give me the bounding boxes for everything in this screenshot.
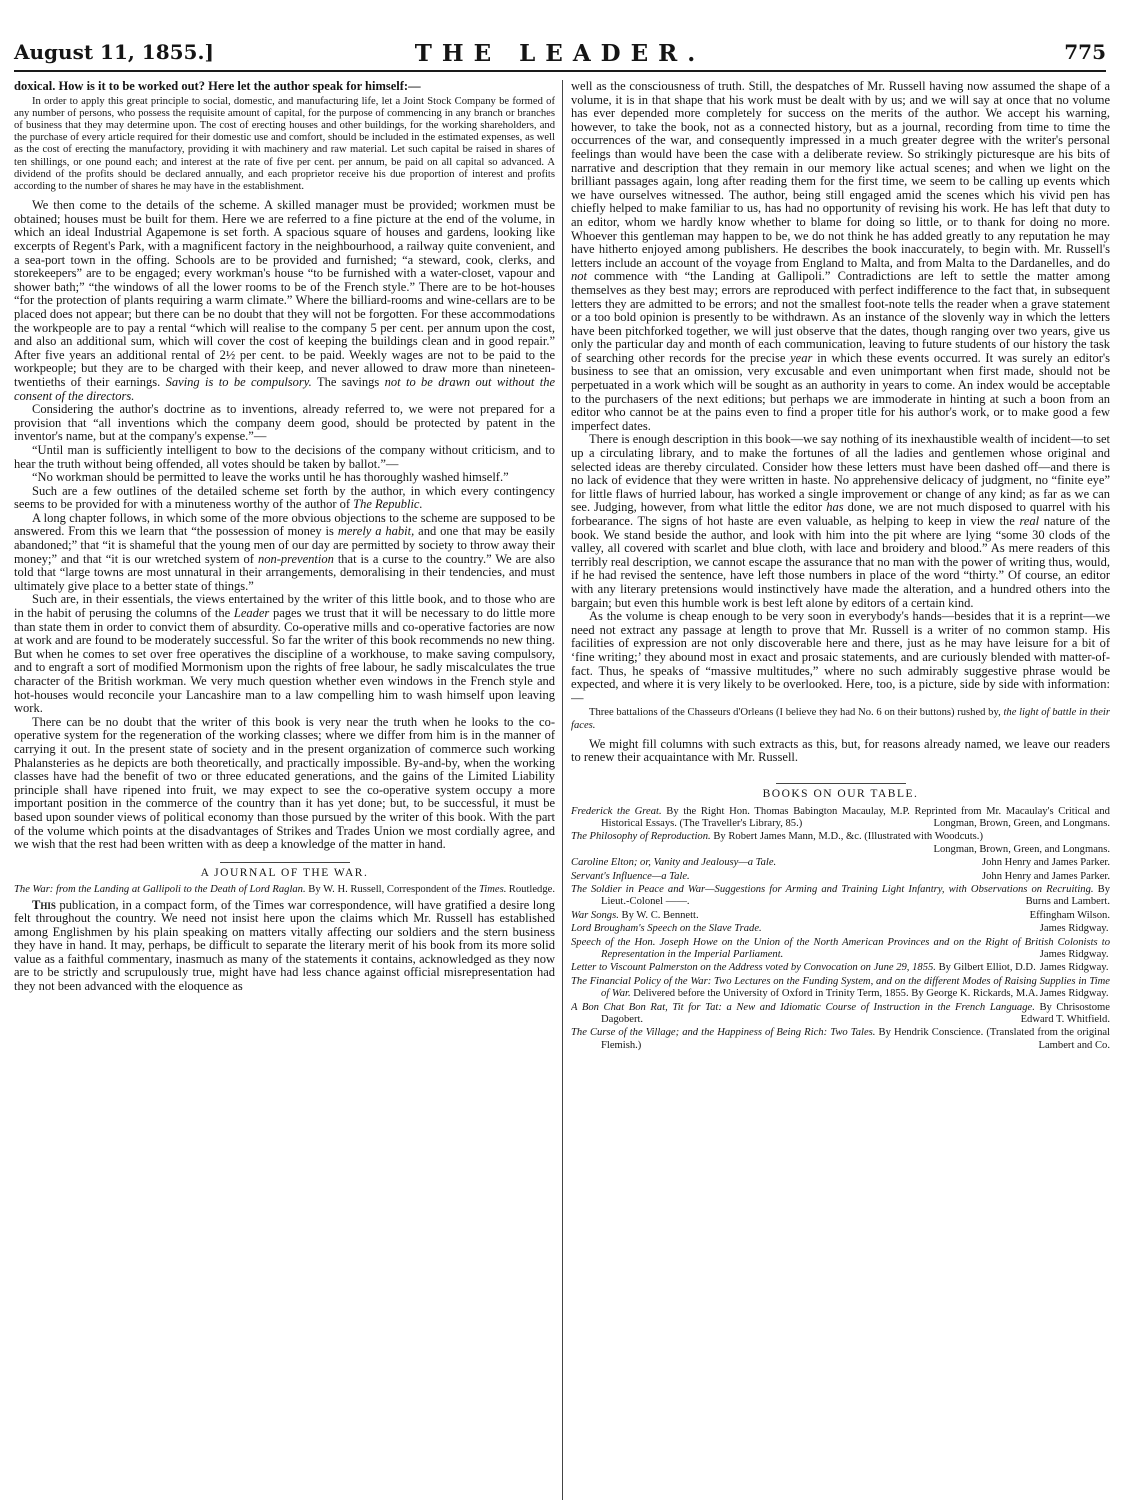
book-publisher: James Ridgway. [1039,988,1109,1000]
right-column [571,80,1110,1500]
book-title: Letter to Viscount Palmerston on the Address voted by Convocation on June 29, 1855. [571,962,936,974]
book-detail: By the Right Hon. Thomas Babington Macaulay, M.P. Reprinted from Mr. Macaulay's Critical and Historical Essays. (The Traveller's Library, 85.) [601,805,1110,829]
book-title: The Philosophy of Reproduction. [571,831,711,843]
paragraph: “No workman should be permitted to leave the works until he has thoroughly washed himself.” [32,470,509,485]
book-detail: By W. C. Bennett. [621,909,699,921]
book-entry [571,910,1110,922]
book-title: The Soldier in Peace and War—Suggestions for Arming and Training Light Infantry, with Observations on Recruiting. [571,883,1094,895]
paragraph: We then come to the details of the scheme. A skilled manager must be provided; workmen must be obtained; houses must be built for them. Here we are referred to a fine picture at the end of the volume, in which an ideal Industrial Agapemone is set forth. A spacious square of houses and gardens, looking like excerpts of Regent's Park, with a magnificent factory in the neighbourhood, a railway quite convenient, and a sea-port town in the offing. Schools are to be provided and furnished; “a steward, cook, clerks, and storekeepers” are to be engaged; every workman's house “to be furnished with a water-closet, vapour and shower bath;” “the windows of all the lower rooms to be of the French style.” There are to be hot-houses “for the protection of plants requiring a warm climate.” Where the billiard-rooms and wine-cellars are to be placed does not appear; but there can be no doubt that they will not be forgotten. For these accommodations the workpeople are to pay a rental “which will realise to the company 5 per cent. per annum upon the cost, and also an additional sum, which will cover the cost of keeping the buildings clean and in good repair.” After five years an additional rental of 2½ per cent. to be paid. Weekly wages are not to be paid to the workpeople; but they are to be charged with their keep, and never allowed to draw more than nineteen-twentieths of their earnings. Saving is to be compulsory. The savings not to be drawn out without the consent of the directors. [14,198,555,403]
quote-text: In order to apply this great principle to social, domestic, and manufacturing life, let a Joint Stock Company be formed of any number of persons, who possess the requisite amount of capital, for the purpose of commencing in any branch or branches of business that they may determine upon. The cost of erecting houses and other buildings, for the working shareholders, and the purchase of every article required for their domestic use and comfort, should be included in the estimated expenses, as well as the cost of erecting the manufactory, providing it with machinery and raw material. Let such capital be raised in shares of ten shillings, or one pound each; and interest at the rate of five per cent. per annum, be paid on all capital so advanced. A dividend of the profits should be declared annually, and each proprietor receive his due proportion of interest and profits according to the number of shares he may have in the establishment. [14,95,555,193]
book-detail: By Robert James Mann, M.D., &c. (Illustrated with Woodcuts.) [713,831,983,843]
section-divider [776,783,906,784]
book-entry [571,884,1110,909]
book-detail: By Hendrik Conscience. (Translated from the original Flemish.) [601,1027,1110,1051]
paragraph: Such are, in their essentials, the views entertained by the writer of this little book, and to those who are in the habit of perusing the columns of the Leader pages we trust that it will be necessary to do little more than state them in order to convict them of absurdity. Co-operative mills and co-operative factories are now at work and are found to be moderately successful. So far the writer of this book recommends no new thing. But when he comes to set over free operatives the discipline of a workhouse, to make saving compulsory, and to engraft a sort of modified Mormonism upon the rights of free labour, he sadly miscalculates the true character of the British workman. We very much question whether even windows in the French style and hot-houses would reconcile your Lancashire man to a law compelling him to wash himself upon leaving work. [14,592,555,716]
book-detail: By Chrisostome Dagobert. [601,1001,1110,1025]
book-title: Speech of the Hon. Joseph Howe on the Union of the North American Provinces and on the Right of British Colonists to Representation in the Imperial Parliament. [571,936,1110,960]
book-publisher: Lambert and Co. [1038,1039,1110,1051]
book-title: War Songs. [571,909,619,921]
section-divider [220,862,350,863]
section-heading: BOOKS ON OUR TABLE. [762,787,919,800]
paragraph: doxical. How is it to be worked out? Here let the author speak for himself:— [14,80,421,93]
issue-date: August 11, 1855.] [14,40,214,64]
book-publisher: Edward T. Whitfield. [1020,1014,1110,1025]
book-title: The Financial Policy of the War: Two Lectures on the Funding System, and on the different Modes of Raising Supplies in Time of War. [571,975,1110,1000]
paragraph: We might fill columns with such extracts as this, but, for reasons already named, we leave our readers to renew their acquaintance with Mr. Russell. [571,736,1110,765]
book-entry [571,1027,1110,1052]
book-publisher: Burns and Lambert. [1025,896,1110,908]
page-number: 775 [1064,40,1106,64]
review-citation: The War: from the Landing at Gallipoli to the Death of Lord Raglan. By W. H. Russell, Correspondent of the Times. Routledge. [14,884,555,896]
paragraph: There can be no doubt that the writer of this book is very near the truth when he looks to the co-operative system for the regeneration of the working classes; where we differ from him is in the manner of carrying it out. In the present state of society and in the present organization of commerce such working Phalansteries as he depicts are both theoretically, and practically impossible. By-and-by, when the working classes have had the benefit of two or three educated generations, and the gains of the Limited Liability principle shall have ripened into fruit, we may expect to see the co-operative system occupy a more important position in the commerce of the country than it has yet done; but, to be successful, it must be based upon sounder views of political economy than those pursued by the writer of this book. With the part of the volume which points at the disadvantages of Strikes and Trades Union we most cordially agree, and we wish that the rest had been written with as deep a knowledge of the matter in hand. [14,714,555,852]
book-publisher: Longman, Brown, Green, and Longmans. [933,843,1110,855]
book-title: A Bon Chat Bon Rat, Tit for Tat: a New and Idiomatic Course of Instruction in the French Language. [571,1001,1035,1013]
column-divider [562,80,563,1500]
book-detail: Delivered before the University of Oxford in Trinity Term, 1855. By George K. Rickards, M.A. [633,988,1039,1000]
section-heading: A JOURNAL OF THE WAR. [200,866,369,879]
book-publisher: John Henry and James Parker. [982,857,1110,869]
book-list [571,806,1110,1053]
book-entry [571,857,1110,869]
book-title: The Curse of the Village; and the Happiness of Being Rich: Two Tales. [571,1027,876,1039]
book-publisher: James Ridgway. [1039,948,1109,960]
book-entry [571,831,1110,856]
book-entry [571,976,1110,1001]
book-entry [571,923,1110,935]
paragraph: As the volume is cheap enough to be very soon in everybody's hands—besides that it is a reprint—we need not extract any passage at length to prove that Mr. Russell is a writer of no common stamp. His facilities of expression are not only discoverable here and there, just as he may have leisure for a bit of ‘fine writing;’ they abound most in exact and prosaic statements, and are curiously blended with matter-of-fact. Thus, he speaks of “massive multitudes,” where no such admirably suggestive phrase would be expected, and where it is very likely to be overlooked. Here, too, is a picture, side by side with information:— [571,609,1110,705]
book-entry [571,871,1110,883]
book-publisher: Longman, Brown, Green, and Longmans. [933,817,1110,829]
quote-text: Three battalions of the Chasseurs d'Orleans (I believe they had No. 6 on their buttons) rushed by, the light of battle in their faces. [571,707,1110,731]
book-publisher: Effingham Wilson. [1029,909,1110,921]
book-title: Servant's Influence—a Tale. [571,870,690,882]
paragraph: well as the consciousness of truth. Still, the despatches of Mr. Russell having now assumed the shape of a volume, it is in that shape that his work must be dealt with by us; and we will say at once that no volume has ever depended more completely for success on the merits of the author. We accept his warning, however, to take the book, not as a connected history, but as a journal, recording from time to time the occurrences of the war, and consequently impressed in a much greater degree with the writer's personal feelings than would have been the case with a deliberate review. So strikingly picturesque are his bits of narrative and description that they remain in our memory like actual scenes; and when we light on the brilliant passages again, long after reading them for the first time, we seem to be calling up events which we have ourselves witnessed. The author, being still engaged amid the scenes which his vivid pen has chiefly helped to make familiar to us, has had no opportunity of revising his work. He has left that duty to an editor, whom we hardly know whether to blame for doing so little, or to thank for doing no more. Whoever this gentleman may happen to be, we do not think he has added greatly to any reputation he may have hitherto enjoyed among publishers. He describes the book inaccurately, to begin with. Mr. Russell's letters include an account of the voyage from England to Malta, and from Malta to the Dardanelles, and do not commence with “the Landing at Gallipoli.” Contradictions are left to settle the matter among themselves as they best may; errors are reproduced with perfect indifference to the fact that, in subsequent letters they are admitted to be errors; and not the smallest foot-note tells the reader when a grave statement or a too bold opinion is presently to be withdrawn. As an instance of the slovenly way in which the letters have been pitchforked together, we will just observe that the dates, though ranging over two years, give us only the particular day and month of each communication, leaving to future students of our history the task of searching other records for the precise year in which these events occurred. It was surely an editor's business to see that an omission, very excusable and even unimportant when first made, should not be perpetuated in a work which will be sought as an authority in years to come. An index would be acceptable to the purchasers of the next editions; but perhaps we are immoderate in hinting at such a boon from an editor who cannot be at the pains even to find a proper title for his author's work, or to make good a few imperfect dates. [571,80,1110,433]
paragraph: Such are a few outlines of the detailed scheme set forth by the author, in which every contingency seems to be provided for with a minuteness worthy of the author of The Republic. [14,483,555,512]
paragraph: A long chapter follows, in which some of the more obvious objections to the scheme are supposed to be answered. From this we learn that “the possession of money is merely a habit, and one that may be easily abandoned;” that “it is shameful that the young men of our day are permitted by society to throw away their money;” and that “it is our wretched system of non-prevention that is a curse to the country.” We are also told that “large towns are most unnatural in their arrangements, demoralising in their tendencies, and must ultimately give place to a better state of things.” [14,510,555,593]
paragraph: This publication, in a compact form, of the Times war correspondence, will have gratified a desire long felt throughout the country. We need not insist here upon the claims which Mr. Russell has established among Englishmen by his plain speaking on matters vitally affecting our soldiers and the stern business they have in hand. It may, perhaps, be difficult to separate the literary merit of his book from its more solid value as a faithful commentary, inasmuch as many of the statements it contains, acknowledged as they now are to be strictly and scrupulously true, might have had less chance against official misrepresentation had they not been advanced with the eloquence as [14,897,555,994]
block-quote [14,96,555,194]
block-quote [571,707,1110,731]
left-column [14,80,555,1500]
book-entry [571,806,1110,831]
book-title: Frederick the Great. [571,805,662,817]
masthead [14,40,1106,72]
book-detail: By Lieut.-Colonel ——. [601,883,1110,908]
book-publisher: James Ridgway. [1039,923,1109,935]
book-title: Lord Brougham's Speech on the Slave Trade. [571,923,762,935]
book-entry [571,1002,1110,1027]
book-publisher: John Henry and James Parker. [982,870,1110,882]
paragraph: “Until man is sufficiently intelligent to bow to the decisions of the company without criticism, and to hear the truth without being offended, all votes should be taken by ballot.”— [14,442,555,471]
book-title: Caroline Elton; or, Vanity and Jealousy—a Tale. [571,857,777,869]
book-detail: By Gilbert Elliot, D.D. [938,962,1036,974]
book-entry [571,937,1110,962]
newspaper-title: THE LEADER. [414,40,706,67]
paragraph: There is enough description in this book—we say nothing of its inexhaustible wealth of incident—to set up a circulating library, and to make the fortunes of all the ladies and gentlemen whose original and selected ideas are thereby circulated. Consider how these letters must have been dashed off—and there is no lack of evidence that they were written in haste. No apprehensive delicacy of judgment, no “finite eye” for little flaws of hurried labour, has worked a single improvement or change of any kind; as far as we can see. Judging, however, from what little the editor has done, we are not much disposed to quarrel with his forbearance. The signs of hot haste are even valuable, as helping to keep in view the real nature of the book. We stand beside the author, and look with him into the pit where are lying “some 30 clods of the valley, all covered with scarlet and blue cloth, with lace and broidery and blood.” As mere readers of this terribly real description, we cannot escape the assurance that no man with the power of writing thus, would, if he had revised the sentence, have left those numbers in place of the word “thirty.” Of course, an editor with any literary pretensions would instinctively have made the alteration, and a hundred others into the bargain; but even this humble work is best left alone by editors of a certain kind. [571,432,1110,610]
book-entry [571,962,1110,974]
book-publisher: James Ridgway. [1039,962,1109,974]
paragraph: Considering the author's doctrine as to inventions, already referred to, we were not prepared for a provision that “all inventions which the company deem good, should be protected by patent in the inventor's name, but at the company's expense.”— [14,402,555,444]
